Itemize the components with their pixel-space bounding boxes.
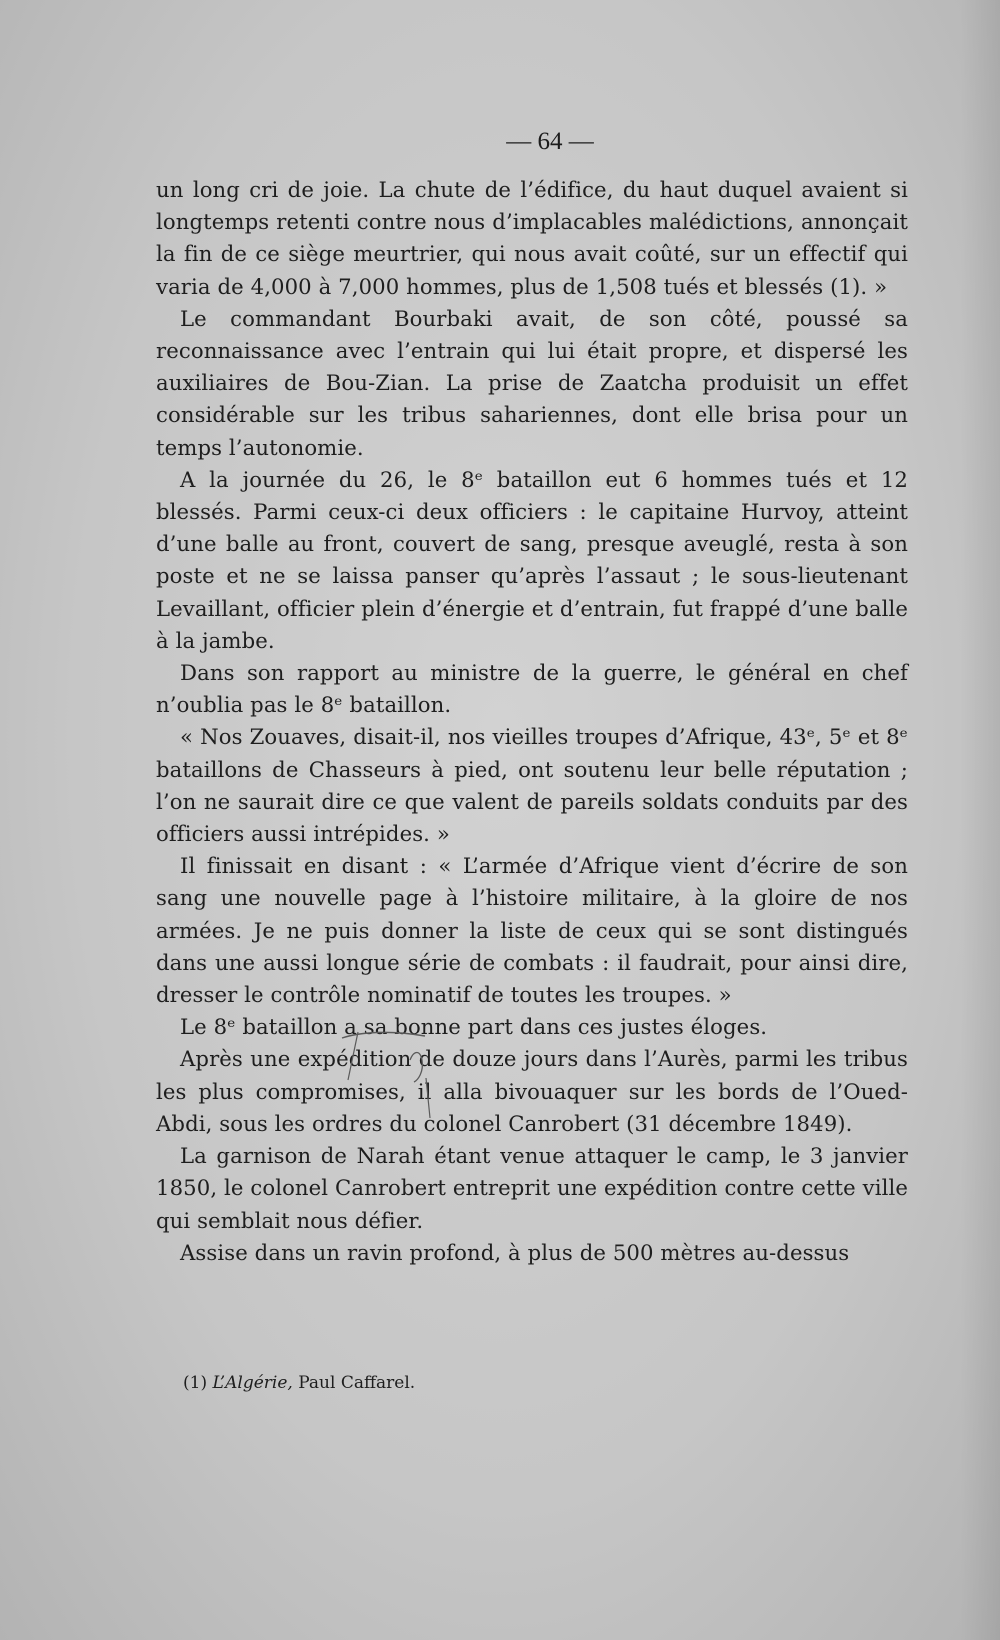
paragraph-8: Après une expédition de douze jours dans l’Aurès, parmi les tribus les plus compromises, il alla bivouaquer sur les bords de l’Oued-Abdi, sous les ordres du colonel Canrobert (31 décembre 1849).	[156, 1046, 908, 1136]
paragraph-4: Dans son rapport au ministre de la guerre, le général en chef n’oublia pas le 8ᵉ bataillon.	[156, 660, 908, 718]
body-text	[156, 174, 908, 1269]
paragraph-9: La garnison de Narah étant venue attaquer le camp, le 3 janvier 1850, le colonel Canrobert entreprit une expédition contre cette ville qui semblait nous défier.	[156, 1143, 908, 1233]
paragraph-1: un long cri de joie. La chute de l’édifice, du haut duquel avaient si longtemps retenti contre nous d’implacables malédictions, annonçait la fin de ce siège meurtrier, qui nous avait coûté, sur un effectif qui varia de 4,000 à 7,000 hommes, plus de 1,508 tués et blessés (1). »	[156, 177, 908, 299]
paragraph-6: Il finissait en disant : « L’armée d’Afrique vient d’écrire de son sang une nouvelle page à l’histoire militaire, à la gloire de nos armées. Je ne puis donner la liste de ceux qui se sont distingués dans une aussi longue série de combats : il faudrait, pour ainsi dire, dresser le contrôle nominatif de toutes les troupes. »	[156, 853, 908, 1008]
paragraph-5: « Nos Zouaves, disait-il, nos vieilles troupes d’Afrique, 43ᵉ, 5ᵉ et 8ᵉ bataillons de Chasseurs à pied, ont soutenu leur belle réputation ; l’on ne saurait dire ce que valent de pareils soldats conduits par des officiers aussi intrépides. »	[156, 724, 908, 847]
paragraph-10: Assise dans un ravin profond, à plus de 500 mètres au-dessus	[180, 1239, 850, 1265]
footnote-author: Paul Caffarel.	[298, 1373, 416, 1393]
footnote-marker: (1)	[183, 1373, 208, 1393]
paragraph-3: A la journée du 26, le 8ᵉ bataillon eut 6 hommes tués et 12 blessés. Parmi ceux-ci deux officiers : le capitaine Hurvoy, atteint d’une balle au front, couvert de sang, presque aveuglé, resta à son poste et ne se laissa panser qu’après l’assaut ; le sous-lieutenant Levaillant, officier plein d’énergie et d’entrain, fut frappé d’une balle à la jambe.	[156, 466, 908, 653]
footnote-work: L’Algérie,	[212, 1373, 293, 1393]
paragraph-7: Le 8ᵉ bataillon a sa bonne part dans ces justes éloges.	[180, 1014, 768, 1040]
paragraph-2: Le commandant Bourbaki avait, de son côté, poussé sa reconnaissance avec l’entrain qui lui était propre, et dispersé les auxiliaires de Bou-Zian. La prise de Zaatcha produisit un effet considérable sur les tribus sahariennes, dont elle brisa pour un temps l’autonomie.	[156, 305, 908, 460]
page-number: — 64 —	[506, 128, 594, 155]
footnote	[183, 1373, 415, 1393]
